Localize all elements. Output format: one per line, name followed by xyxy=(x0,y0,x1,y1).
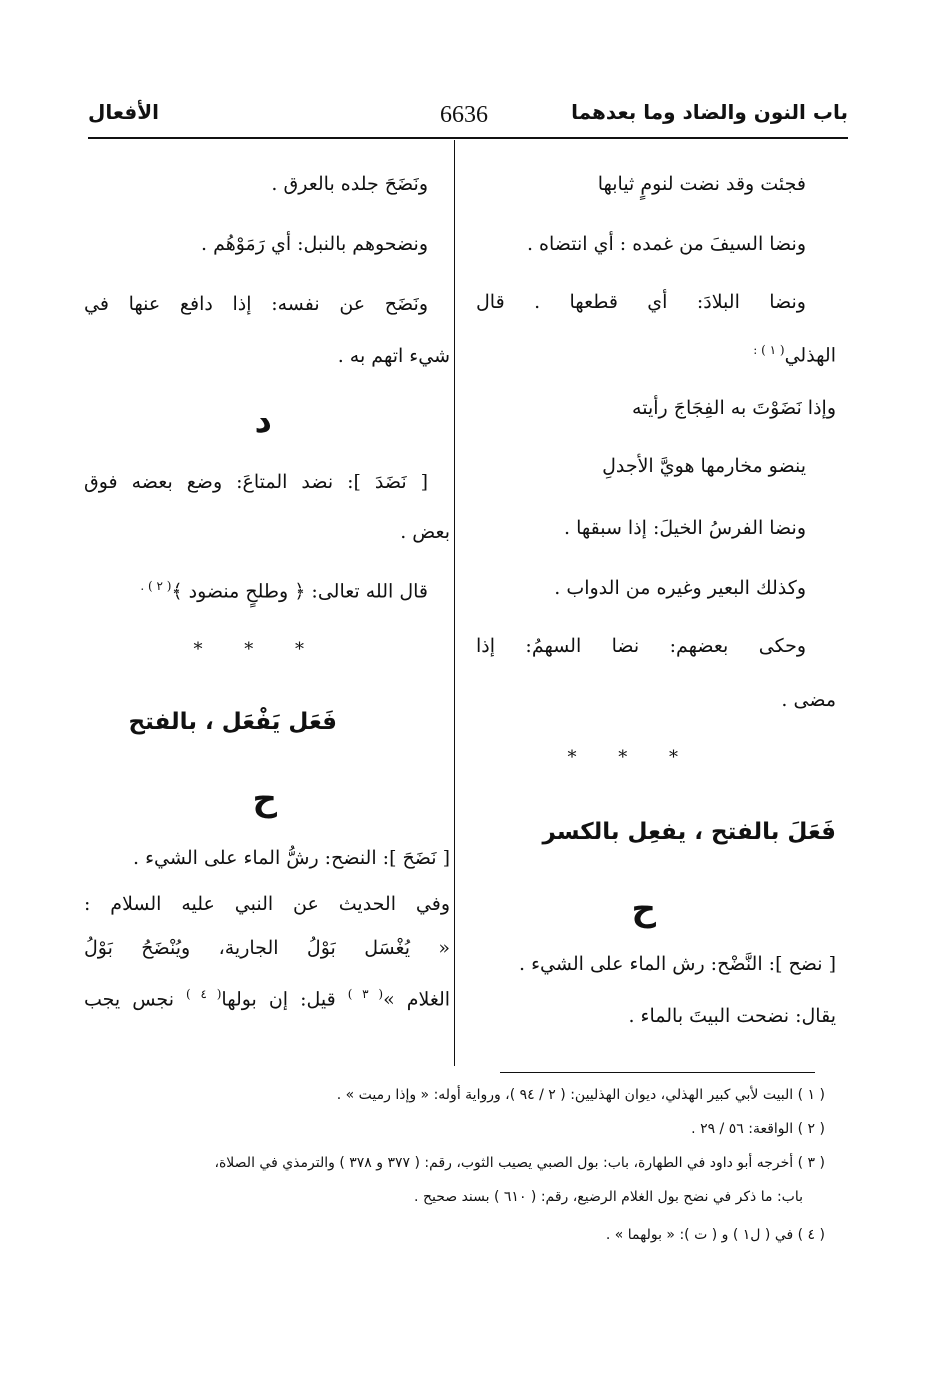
footnote-1: ( ١ ) البيت لأبي كبير الهذلي، ديوان الهذليين: ( ٢ / ٩٤ )، ورواية أوله: « وإذا رميت » . xyxy=(336,1087,825,1103)
entry-line xyxy=(84,979,450,1014)
column-divider xyxy=(454,140,455,1066)
letter-heading: ح xyxy=(252,779,277,819)
entry-line: بعض . xyxy=(400,521,450,543)
text-line: مضى . xyxy=(781,689,836,711)
text-line: ونضا السيفَ من غمده : أي انتضاه . xyxy=(526,233,806,255)
entry-line: يقال: نضحت البيتَ بالماء . xyxy=(628,1005,836,1027)
footnote-rule xyxy=(500,1072,815,1073)
text-line xyxy=(753,335,836,370)
footnote-ref-3: ( ٣ ) xyxy=(347,987,384,1001)
header-rule xyxy=(88,137,848,139)
footnote-2: ( ٢ ) الواقعة: ٥٦ / ٢٩ . xyxy=(691,1121,825,1137)
footnote-ref-1: ( ١ ) : xyxy=(753,343,785,357)
footnote-4: ( ٤ ) في ( ل١ ) و ( ت ): « بولهما » . xyxy=(605,1227,825,1243)
entry-line: [ نَضَحَ ]: النضح: رشُّ الماء على الشيء . xyxy=(133,847,450,869)
section-stars: * * * xyxy=(567,747,696,768)
footnote-3-cont: باب: ما ذكر في نضح بول الغلام الرضيع، رقم: ( ٦١٠ ) بسند صحيح . xyxy=(414,1189,803,1205)
verse-line: وإذا نَضَوْتَ به الفِجَاجَ رأيته xyxy=(632,397,836,419)
quran-line xyxy=(140,571,428,606)
text-line: وحكى بعضهم: نضا السهمُ: إذا xyxy=(476,635,806,657)
section-title: الأفعال xyxy=(88,100,159,124)
chapter-title: باب النون والضاد وما بعدهما xyxy=(571,100,848,124)
page-header xyxy=(88,100,848,140)
section-stars: * * * xyxy=(193,639,322,660)
section-heading: فَعَلَ بالفتح ، يفعِل بالكسر xyxy=(542,819,836,845)
entry-line: « يُغْسَل بَوْلُ الجارية، ويُنْضَحُ بَوْلُ xyxy=(84,937,450,959)
page-number: 6636 xyxy=(440,102,488,128)
text-line: ونَضَحَ جلده بالعرق . xyxy=(271,173,428,195)
text-line: وكذلك البعير وغيره من الدواب . xyxy=(554,577,806,599)
text-line: ونضا الفرسُ الخيلَ: إذا سبقها . xyxy=(563,517,806,539)
footnote-ref-4: ( ٤ ) xyxy=(186,987,222,1001)
letter-heading: د xyxy=(254,401,272,441)
entry-text: نجس يجب xyxy=(84,988,174,1011)
verse-line: ينضو مخارمها هويَّ الأجدلِ xyxy=(602,455,806,477)
letter-heading: ح xyxy=(631,889,656,929)
entry-line: وفي الحديث عن النبي عليه السلام : xyxy=(84,893,450,915)
footnote-3: ( ٣ ) أخرجه أبو داود في الطهارة، باب: بول الصبي يصيب الثوب، رقم: ( ٣٧٧ و ٣٧٨ ) والترمذي في الصلاة، xyxy=(214,1155,825,1171)
footnote-ref-2: ( ٢ ) . xyxy=(140,579,172,593)
hadith-end: الغلام » xyxy=(383,988,451,1011)
entry-line: [ نَضَدَ ]: نضد المتاعَ: وضع بعضه فوق xyxy=(84,471,428,493)
quran-verse: قال الله تعالى: ﴿ وطلحٍ منضود ﴾ xyxy=(171,580,428,603)
text-line: ونَضَح عن نفسه: إذا دافع عنها في xyxy=(84,293,428,315)
entry-line: [ نضح ]: النَّضْح: رش الماء على الشيء . xyxy=(519,953,836,975)
poet-name: الهذلي xyxy=(784,344,836,367)
text-line: شيء اتهم به . xyxy=(337,345,450,367)
section-heading: فَعَل يَفْعَل ، بالفتح xyxy=(128,709,337,735)
text-line: ونضحوهم بالنبل: أي رَمَوْهُم . xyxy=(201,233,428,255)
entry-text: قيل: إن بولها xyxy=(221,988,336,1011)
text-line: فجئت وقد نضت لنومٍ ثيابها xyxy=(597,173,806,195)
text-line: ونضا البلادَ: أي قطعها . قال xyxy=(476,291,806,313)
